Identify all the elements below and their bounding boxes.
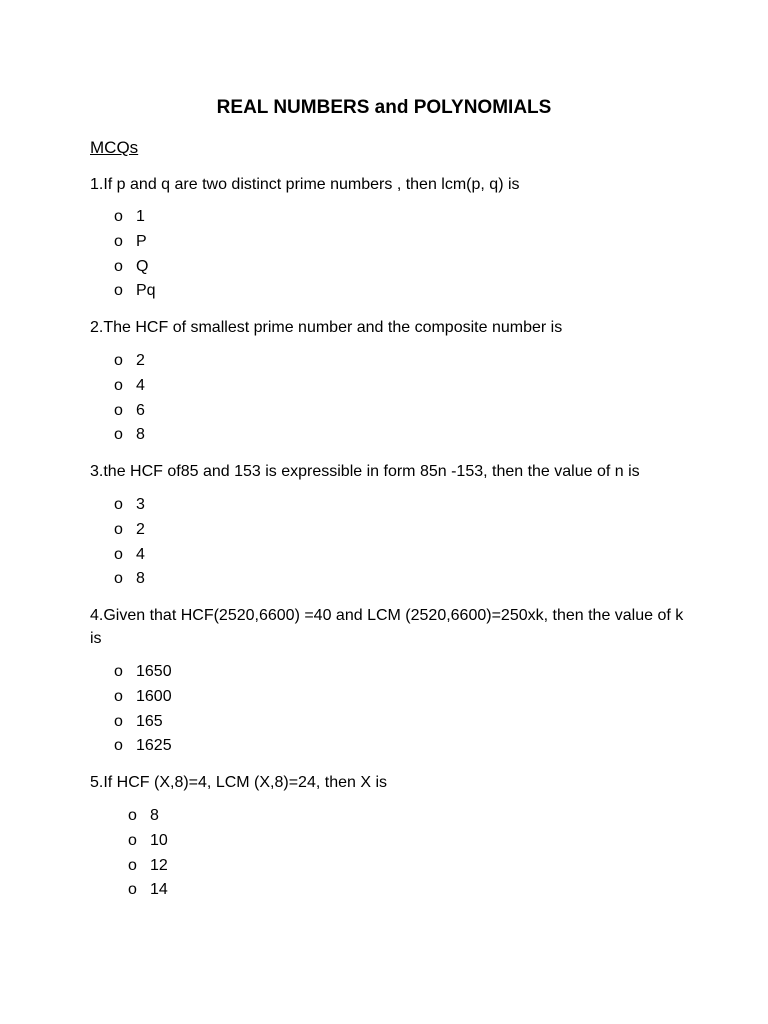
option-item: [114, 543, 145, 568]
option-item: [114, 734, 172, 759]
question-2-options: [114, 349, 145, 448]
option-label: 12: [150, 856, 168, 874]
question-3-options: [114, 493, 145, 592]
option-item: [128, 829, 168, 854]
bullet-icon: o: [114, 376, 123, 394]
option-label: 2: [136, 352, 145, 369]
bullet-icon: o: [114, 232, 123, 250]
question-3: 3.the HCF of85 and 153 is expressible in form 85n -153, then the value of n is: [90, 463, 640, 480]
bullet-icon: o: [114, 426, 123, 444]
option-item: [114, 399, 145, 424]
bullet-icon: o: [128, 856, 137, 874]
option-label: 1: [136, 208, 145, 225]
bullet-icon: o: [114, 545, 123, 563]
option-item: [128, 804, 168, 829]
question-2: 2.The HCF of smallest prime number and the composite number is: [90, 319, 563, 336]
option-label: 165: [136, 712, 163, 730]
option-item: [114, 685, 172, 710]
option-item: [128, 854, 168, 879]
option-item: [114, 279, 156, 304]
option-item: [114, 205, 156, 230]
option-label: 1650: [136, 663, 172, 680]
option-label: 4: [136, 376, 145, 394]
option-item: [114, 518, 145, 543]
option-label: 2: [136, 520, 145, 538]
bullet-icon: o: [128, 881, 137, 899]
bullet-icon: o: [114, 282, 123, 300]
option-label: 1625: [136, 737, 172, 755]
document-title: REAL NUMBERS and POLYNOMIALS: [216, 97, 552, 118]
bullet-icon: o: [114, 496, 123, 513]
question-5: 5.If HCF (X,8)=4, LCM (X,8)=24, then X is: [90, 774, 387, 791]
option-label: 8: [136, 570, 145, 588]
option-label: 8: [150, 807, 159, 824]
bullet-icon: o: [128, 807, 137, 824]
option-item: [114, 255, 156, 280]
option-item: [114, 374, 145, 399]
option-label: P: [136, 232, 147, 250]
option-label: 1600: [136, 687, 172, 705]
bullet-icon: o: [114, 401, 123, 419]
option-item: [114, 567, 145, 592]
bullet-icon: o: [114, 570, 123, 588]
option-item: [114, 349, 145, 374]
question-1: 1.If p and q are two distinct prime numbers , then lcm(p, q) is: [90, 176, 520, 193]
option-label: 14: [150, 881, 168, 899]
option-label: 6: [136, 401, 145, 419]
question-4-options: [114, 660, 172, 759]
option-item: [114, 230, 156, 255]
option-label: 4: [136, 545, 145, 563]
option-item: [128, 878, 168, 903]
option-item: [114, 423, 145, 448]
question-4: 4.Given that HCF(2520,6600) =40 and LCM (2520,6600)=250xk, then the value of k is: [90, 607, 684, 647]
bullet-icon: o: [114, 520, 123, 538]
section-heading: MCQs: [90, 138, 139, 157]
bullet-icon: o: [114, 663, 123, 680]
option-item: [114, 493, 145, 518]
bullet-icon: o: [114, 352, 123, 369]
question-5-options: [128, 804, 168, 903]
bullet-icon: o: [128, 831, 137, 849]
option-label: 10: [150, 831, 168, 849]
bullet-icon: o: [114, 712, 123, 730]
bullet-icon: o: [114, 257, 123, 275]
question-1-options: [114, 205, 156, 304]
option-item: [114, 710, 172, 735]
option-item: [114, 660, 172, 685]
option-label: 8: [136, 426, 145, 444]
option-label: Pq: [136, 282, 156, 300]
option-label: 3: [136, 496, 145, 513]
bullet-icon: o: [114, 687, 123, 705]
option-label: Q: [136, 257, 149, 275]
bullet-icon: o: [114, 208, 123, 225]
bullet-icon: o: [114, 737, 123, 755]
